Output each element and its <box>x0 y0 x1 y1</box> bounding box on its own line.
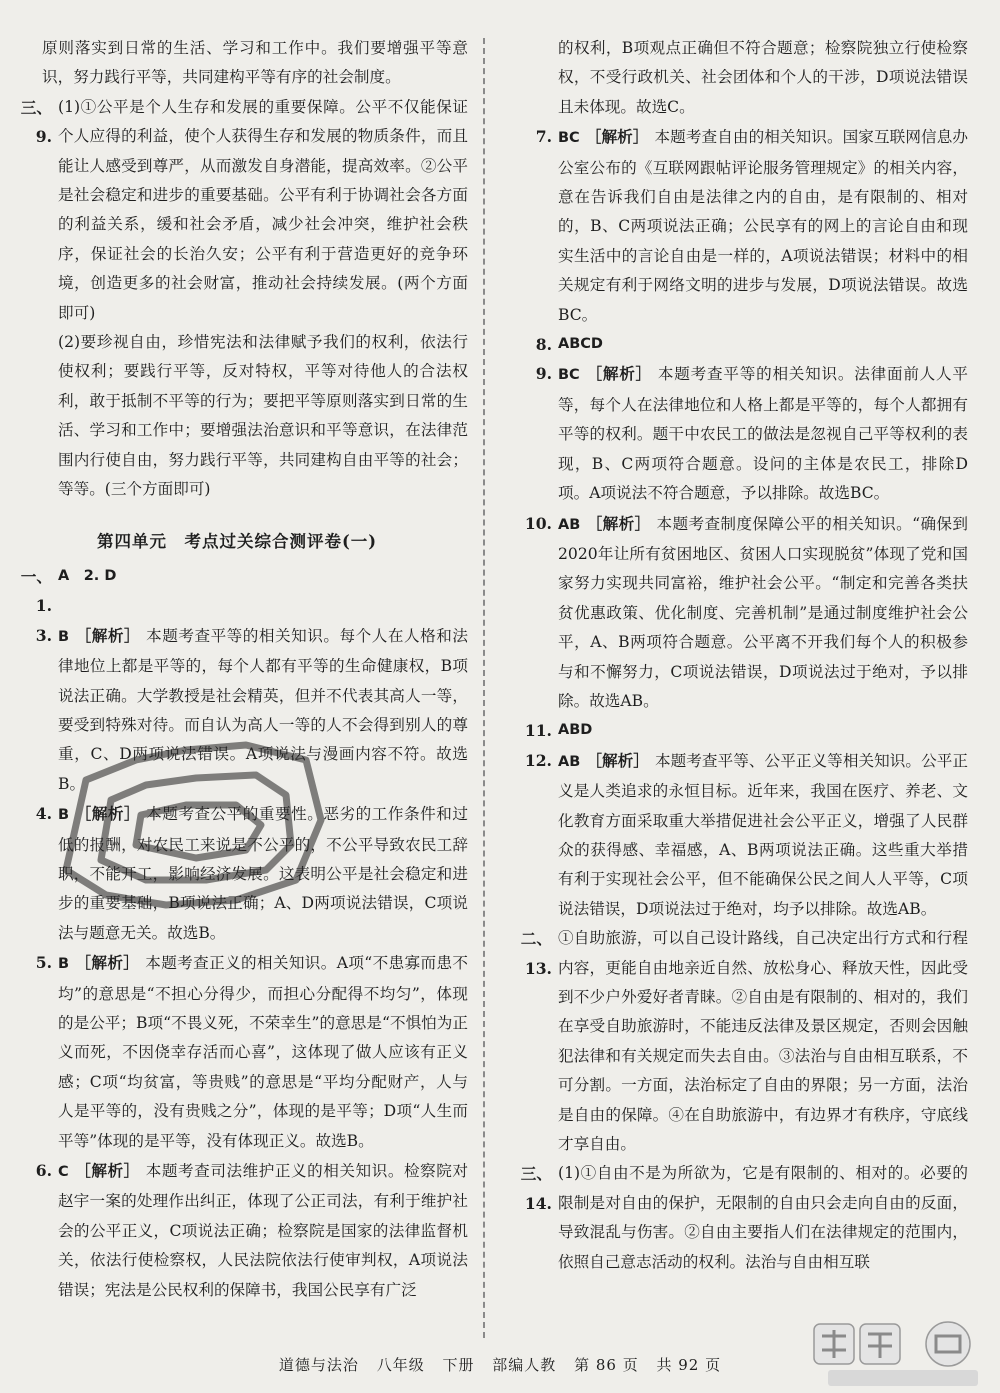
question-number: 5. <box>35 953 52 973</box>
question-number: 三、9. <box>20 97 52 147</box>
question-number: 11. <box>524 721 552 741</box>
analysis-tag: ［解析］ <box>75 804 141 824</box>
question-10 <box>506 509 968 717</box>
answer-text: A 2. D <box>58 567 117 584</box>
footer-edition: 部编人教 <box>492 1356 557 1374</box>
left-column <box>6 34 468 1305</box>
intro-paragraph: 原则落实到日常的生活、学习和工作中。我们要增强平等意识，努力践行平等，共同建构平等有序的社会制度。 <box>42 39 468 87</box>
right-column <box>506 34 968 1277</box>
analysis-tag: ［解析］ <box>75 625 141 645</box>
question-number: 一、1. <box>20 566 52 616</box>
question-11 <box>506 716 968 745</box>
column-divider <box>483 38 485 1338</box>
question-number: 7. <box>535 127 552 147</box>
question-number: 8. <box>535 335 552 355</box>
question-9-right <box>506 359 968 508</box>
answer-choice: ABCD <box>558 336 603 353</box>
footer-grade: 八年级 <box>376 1356 425 1374</box>
analysis-tag: ［解析］ <box>585 127 649 147</box>
answer-choice: AB <box>558 753 581 770</box>
answer-choice: B <box>58 628 70 645</box>
question-number: 6. <box>35 1161 52 1181</box>
section-title: 第四单元 考点过关综合测评卷(一) <box>96 531 378 551</box>
answer-text: ①自助旅游，可以自己设计路线，自己决定出行方式和行程内容，更能自由地亲近自然、放松身心、释放天性，因此受到不少户外爱好者青睐。②自由是有限制的、相对的，我们在享受自助旅游时，不能违反法律及景区规定，否则会因触犯法律和有关规定而失去自由。③法治与自由相互联系，不可分割。一方面，法治标定了自由的界限；另一方面，法治是自由的保障。④在自助旅游中，有边界才有秩序，守底线才享自由。 <box>558 929 968 1154</box>
analysis-tag: ［解析］ <box>585 364 652 384</box>
question-number: 12. <box>524 750 552 770</box>
question-number: 3. <box>35 625 52 645</box>
answer-text: (1)①自由不是为所欲为，它是有限制的、相对的。必要的限制是对自由的保护，无限制的自由只会走向自由的反面，导致混乱与伤害。②自由主要指人们在法律规定的范围内，依照自己意志活动的权利。法治与自由相互联 <box>558 1164 968 1271</box>
analysis-text: 本题考查公平的重要性。恶劣的工作条件和过低的报酬，对农民工来说是不公平的，不公平导致农民工辞职，不能开工，影响经济发展。这表明公平是社会稳定和进步的重要基础，B项说法正确；A、D两项说法错误，C项说法与题意无关。故选B。 <box>58 805 468 942</box>
question-number: 4. <box>35 804 52 824</box>
question-12 <box>506 746 968 924</box>
question-5 <box>6 948 468 1156</box>
analysis-text: 本题考查自由的相关知识。国家互联网信息办公室公布的《互联网跟帖评论服务管理规定》的相关内容，意在告诉我们自由是法律之内的自由，是有限制的、相对的，B、C两项说法正确；公民享有的网上的言论自由和现实生活中的言论自由是一样的，A项说法错误；材料中的相关规定有利于网络文明的进步与发展，D项说法错误。故选BC。 <box>558 128 968 324</box>
answer-choice: AB <box>558 516 581 533</box>
question-6 <box>6 1156 468 1305</box>
analysis-text: 本题考查平等的相关知识。法律面前人人平等，每个人在法律地位和人格上都是平等的，每个人都拥有平等的权利。题干中农民工的做法是忽视自己平等权利的表现，B、C两项符合题意。设问的主体是农民工，排除D项。A项说法不符合题意，予以排除。故选BC。 <box>558 365 968 503</box>
question-number: 10. <box>524 513 552 533</box>
analysis-text: 本题考查制度保障公平的相关知识。“确保到2020年让所有贫困地区、贫困人口实现脱贫”体现了党和国家努力实现共同富裕，维护社会公平。“制定和完善各类扶贫优惠政策、优化制度、完善机制”是通过制度维护社会公平，A、B两项符合题意。公平离不开我们每个人的积极参与和不懈努力，C项说法错误，D项说法过于绝对，予以排除。故选AB。 <box>558 514 968 710</box>
continued-paragraph: 的权利，B项观点正确但不符合题意；检察院独立行使检察权，不受行政机关、社会团体和个人的干涉，D项说法错误且未体现。故选C。 <box>558 39 968 116</box>
question-14 <box>506 1159 968 1277</box>
analysis-tag: ［解析］ <box>74 1161 140 1181</box>
seal-stamp-icon <box>46 720 336 920</box>
analysis-text: 本题考查正义的相关知识。A项“不患寡而患不均”的意思是“不担心分得少，而担心分配得不均匀”，体现的是公平；B项“不畏义死，不荣幸生”的意思是“不惧怕为正义而死，不因侥幸存活而心喜”，这体现了做人应该有正义感；C项“均贫富，等贵贱”的意思是“平均分配财产，人与人是平等的，没有贵贱之分”，体现的是平等；D项“人生而平等”体现的是平等，没有体现正义。故选B。 <box>58 954 468 1150</box>
answer-choice: ABD <box>558 722 593 739</box>
question-number: 9. <box>535 364 552 384</box>
analysis-tag: ［解析］ <box>75 953 140 973</box>
analysis-text: 本题考查司法维护正义的相关知识。检察院对赵宇一案的处理作出纠正，体现了公正司法，有利于维护社会的公平正义，C项说法正确；检察院是国家的法律监督机关，依法行使检察权，人民法院依法行使审判权，A项说法错误；宪法是公民权利的保障书，我国公民享有广泛 <box>58 1162 468 1299</box>
analysis-tag: ［解析］ <box>586 750 649 770</box>
watermark-logo-icon <box>808 1318 994 1390</box>
footer-total: 共 92 页 <box>656 1356 722 1374</box>
answer-choice: B <box>58 807 70 824</box>
question-1-2 <box>6 562 468 621</box>
question-number: 三、14. <box>520 1164 552 1213</box>
footer-page: 第 86 页 <box>574 1356 639 1374</box>
answer-choice: C <box>58 1164 69 1181</box>
answer-text-part-2: (2)要珍视自由，珍惜宪法和法律赋予我们的权利，依法行使权利；要践行平等，反对特权，平等对待他人的合法权利，敢于抵制不平等的行为；要把平等原则落实到日常的生活、学习和工作中；要增强法治意识和平等意识，在法律范围内行使自由，努力践行平等，共同建构自由平等的社会；等等。(三个方面即可) <box>58 333 468 499</box>
question-9-left <box>6 93 468 328</box>
answer-choice: BC <box>558 130 580 147</box>
footer-volume: 下册 <box>442 1356 475 1374</box>
analysis-text: 本题考查平等的相关知识。每个人在人格和法律地位上都是平等的，每个人都有平等的生命健康权，B项说法正确。大学教授是社会精英，但并不代表其高人一等，要受到特殊对待。而自认为高人一等的人不会得到别人的尊重，C、D两项说法错误。A项说法与漫画内容不符。故选B。 <box>58 626 468 793</box>
answer-text: (1)①公平是个人生存和发展的重要保障。公平不仅能保证个人应得的利益，使个人获得生存和发展的物质条件，而且能让人感受到尊严，从而激发自身潜能，提高效率。②公平是社会稳定和进步的重要基础。公平有利于协调社会各方面的利益关系，缓和社会矛盾，减少社会冲突，维护社会秩序，保证社会的长治久安；公平有利于营造更好的竞争环境，创造更多的社会财富，推动社会持续发展。(两个方面即可) <box>58 97 468 322</box>
answer-choice: BC <box>558 367 580 384</box>
footer-subject: 道德与法治 <box>278 1356 359 1374</box>
analysis-text: 本题考查平等、公平正义等相关知识。公平正义是人类追求的永恒目标。近年来，我国在医疗、养老、文化教育方面采取重大举措促进社会公平正义，增强了人民群众的获得感、幸福感，A、B两项说法正确。这些重大举措有利于实现社会公平，但不能确保公民之间人人平等，C项说法错误，D项说法过于绝对，均予以排除。故选AB。 <box>558 751 968 918</box>
question-8 <box>506 330 968 359</box>
question-13 <box>506 924 968 1159</box>
answer-choice: B <box>58 956 70 973</box>
question-number: 二、13. <box>520 929 552 978</box>
analysis-tag: ［解析］ <box>586 513 651 533</box>
question-7 <box>506 122 968 330</box>
